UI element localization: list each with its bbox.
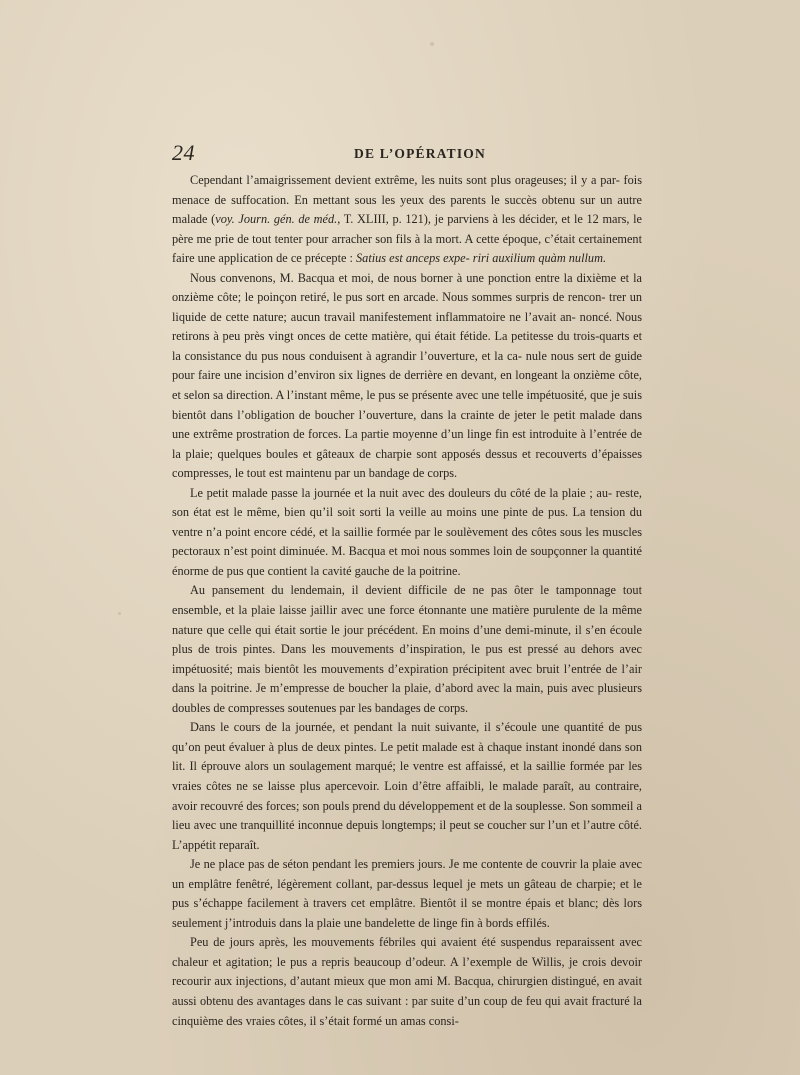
paragraph (172, 855, 642, 933)
paragraph (172, 171, 642, 269)
paper-spot (118, 612, 121, 615)
text-run: Je ne place pas de séton pendant les premiers jours. Je me contente de couvrir la plaie avec un emplâtre fenêtré, légèrement collant, par-dessus lequel je mets un gâteau de charpie; et le pus s’échappe facilement à travers cet emplâtre. Bientôt il se montre épais et blanc; dès lors seulement j’introduis dans la plaie une bandelette de linge fin à bords effilés. (172, 857, 642, 930)
text-run: Dans le cours de la journée, et pendant la nuit suivante, il s’écoule une quantité de pus qu’on peut évaluer à plus de deux pintes. Le petit malade est à chaque instant inondé dans son lit. Il éprouve alors un soulagement marqué; le ventre est affaissé, et la saillie formée par les vraies côtes ne se laisse plus apercevoir. Loin d’être affaibli, le malade paraît, au contraire, avoir recouvré des forces; son pouls prend du développement et de la souplesse. Son sommeil a lieu avec une tranquillité inconnue depuis longtemps; il peut se coucher sur l’un et l’autre côté. L’appétit reparaît. (172, 720, 642, 852)
paper-spot (430, 42, 434, 46)
paragraph (172, 484, 642, 582)
page-number: 24 (172, 140, 195, 165)
paragraph (172, 581, 642, 718)
page-header (172, 140, 642, 166)
paragraph (172, 269, 642, 484)
italic-text: voy. Journ. gén. de méd. (215, 212, 338, 227)
paragraph (172, 933, 642, 1031)
text-run: , T. XLIII, p. 121), je parviens à les décider, et le 12 mars, le père me prie de tout tenter pour arracher son fils à la mort. A cette époque, c’était certainement faire une application de ce précepte : (172, 212, 642, 266)
text-run: Cependant l’amaigrissement devient extrême, les nuits sont plus orageuses; il y a par- fois menace de suffocation. En mettant sous les yeux des parents le succès obtenu sur un autre malade ( (172, 173, 642, 227)
body-text (172, 171, 642, 1031)
paragraph (172, 718, 642, 855)
text-run: Nous convenons, M. Bacqua et moi, de nous borner à une ponction entre la dixième et la onzième côte; le poinçon retiré, le pus sort en arcade. Nous sommes surpris de rencon- trer un liquide de cette nature; aucun travail manifestement inflammatoire ne l’avait an- noncé. Nous retirons à peu près vingt onces de cette matière, qui était fétide. La petitesse du trois-quarts et la consistance du pus nous conduisent à agrandir l’ouverture, et la ca- nule nous sert de guide pour faire une incision d’environ six lignes de derrière en devant, en longeant la onzième côte, et selon sa direction. A l’instant même, le pus se présente avec une telle impétuosité, que je suis bientôt dans l’obligation de boucher l’ouverture, dans la crainte de jeter le petit malade dans une extrême prostration de forces. La partie moyenne d’un linge fin est introduite à l’entrée de la plaie; quelques boules et gâteaux de charpie sont apposés dessus et recouverts d’épaisses compresses, le tout est maintenu par un bandage de corps. (172, 270, 642, 481)
text-run: Peu de jours après, les mouvements fébriles qui avaient été suspendus reparaissent avec chaleur et agitation; le pus a repris beaucoup d’odeur. A l’exemple de Willis, je crois devoir recourir aux injections, d’autant mieux que mon ami M. Bacqua, chirurgien distingué, en avait aussi obtenu des avantages dans le cas suivant : par suite d’un coup de feu qui avait fracturé la cinquième des vraies côtes, il s’était formé un amas consi- (172, 935, 642, 1028)
text-run: Le petit malade passe la journée et la nuit avec des douleurs du côté de la plaie ; au- reste, son état est le même, bien qu’il soit sorti la veille au moins une pinte de pus. La tension du ventre n’a point encore cédé, et la saillie formée par le soulèvement des côtes sous les muscles pectoraux n’est point diminuée. M. Bacqua et moi nous sommes loin de soupçonner la quantité énorme de pus que contient la cavité gauche de la poitrine. (172, 485, 642, 578)
running-head: DE L’OPÉRATION (354, 146, 486, 161)
italic-text: Satius est anceps expe- riri auxilium quàm nullum. (356, 251, 607, 266)
text-run: Au pansement du lendemain, il devient difficile de ne pas ôter le tamponnage tout ensemble, et la plaie laisse jaillir avec une force étonnante une matière purulente de la même nature que celle qui était sortie le jour précédent. En moins d’une demi-minute, il s’en écoule plus de trois pintes. Dans les mouvements d’inspiration, le pus est pressé au dehors avec impétuosité; mais bientôt les mouvements d’expiration précipitent avec bruit l’entrée de l’air dans la poitrine. Je m’empresse de boucher la plaie, d’abord avec la main, puis avec plusieurs doubles de compresses soutenues par les bandages de corps. (172, 583, 642, 715)
